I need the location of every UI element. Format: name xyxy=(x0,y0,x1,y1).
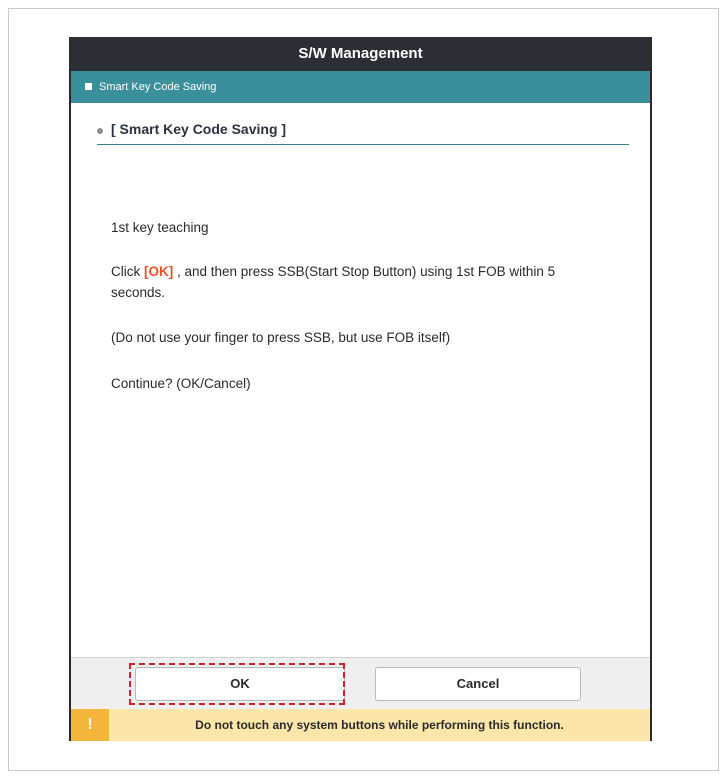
cancel-button[interactable]: Cancel xyxy=(375,667,581,701)
ok-inline-label: [OK] xyxy=(144,264,174,279)
square-icon xyxy=(85,83,92,90)
subheader-label: Smart Key Code Saving xyxy=(99,81,217,93)
warning-bar xyxy=(71,709,650,741)
warning-text: Do not touch any system buttons while performing this function. xyxy=(195,718,564,732)
button-bar xyxy=(71,657,650,710)
content-area xyxy=(71,103,650,657)
window-title: S/W Management xyxy=(71,37,650,71)
line2-prefix: Click xyxy=(111,264,144,279)
subheader-bar xyxy=(71,71,650,103)
sw-management-dialog xyxy=(69,37,652,741)
bullet-icon xyxy=(97,128,103,134)
message-line-3: (Do not use your finger to press SSB, but use FOB itself) xyxy=(111,330,451,345)
ok-button[interactable]: OK xyxy=(135,667,345,701)
section-title: [ Smart Key Code Saving ] xyxy=(111,121,287,137)
message-line-1: 1st key teaching xyxy=(111,220,209,235)
message-line-4: Continue? (OK/Cancel) xyxy=(111,376,251,391)
line2-suffix: , and then press SSB(Start Stop Button) using 1st FOB within 5 seconds. xyxy=(111,264,556,300)
message-line-2 xyxy=(111,261,611,303)
section-header xyxy=(97,117,629,145)
exclamation-icon: ! xyxy=(71,709,109,741)
